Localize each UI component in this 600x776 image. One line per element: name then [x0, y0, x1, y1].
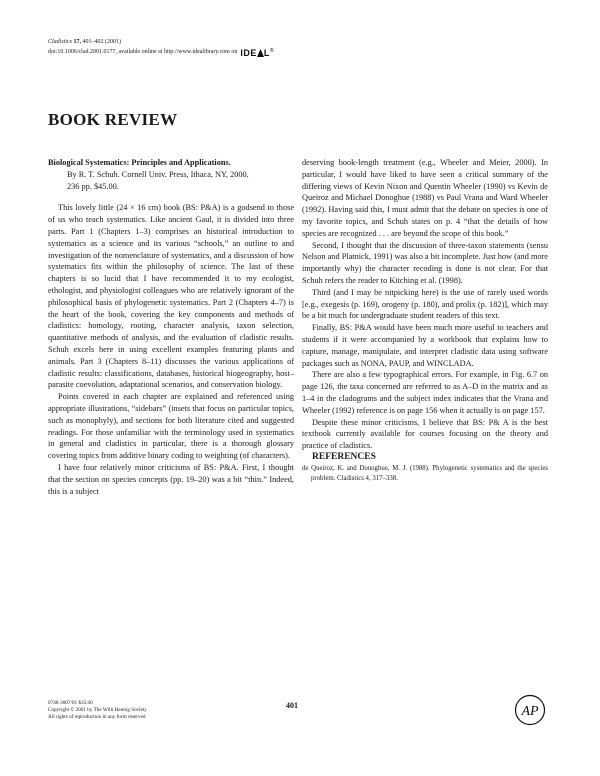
- journal-name: Cladistics: [48, 39, 73, 45]
- ideal-logo-icon: [240, 47, 274, 58]
- book-meta-line-2: 236 pp. $45.00.: [67, 181, 119, 191]
- left-column: [48, 157, 294, 497]
- paragraph: I have four relatively minor criticisms of BS: P&A. First, I thought that the section on species concepts (pp. 19–20) was a bit “thin.” Indeed, this is a subject: [48, 462, 294, 496]
- reference-item: de Queiroz, K. and Donoghue, M. J. (1988). Phylogenetic systematics and the species problem. Cladistics 4, 317–338.: [302, 464, 548, 482]
- journal-pages: 401–402 (2001): [82, 39, 122, 45]
- copyright-footer: [48, 700, 147, 722]
- right-column: [302, 157, 548, 484]
- section-title: BOOK REVIEW: [48, 110, 178, 129]
- paragraph: Despite these minor criticisms, I believe that BS: P& A is the best textbook currently available for courses focusing on the theory and practice of cladistics.: [302, 417, 548, 451]
- paragraph: deserving book-length treatment (e.g., Wheeler and Meier, 2000). In particular, I would have liked to have seen a critical summary of the differing views of Kevin Nixon and Quentin Wheeler (1990) vs Kevin de Queiroz and Michael Donoghue (1988) vs Paul Vrana and Ward Wheeler (1992). Having said this, I must admit that the debate on species is one of my favorite topics, and Schuh states on p. 4 “that the details of how species are recognized . . . are beyond the scope of this book.”: [302, 158, 548, 238]
- paragraph: Finally, BS: P&A would have been much more useful to teachers and students if it were accompanied by a workbook that explains how to capture, manage, manipulate, and interpret cladistic data using software packages such as NONA, PAUP, and WINCLADA.: [302, 323, 548, 368]
- journal-volume: 17,: [73, 39, 82, 45]
- rights-line: All rights of reproduction in any form reserved: [48, 714, 146, 721]
- ideal-logo-suffix: L: [263, 48, 270, 58]
- publisher-logo-text: AP: [521, 704, 539, 719]
- doi-line: doi:10.1006/clad.2001.0177, available online at http://www.idealibrary.com on: [48, 49, 238, 55]
- paragraph: Points covered in each chapter are explained and referenced using appropriate illustrations, “sidebars” (insets that focus on particular topics, such as monophyly), and sections for both literature cited and suggested readings. For those unfamiliar with the terminology used in systematics in general and cladistics in particular, there is a thorough glossary covering topics from additive binary coding to weighting (of characters).: [48, 392, 294, 461]
- copyright-line: Copyright © 2001 by The Willi Hennig Society: [48, 707, 147, 714]
- ideal-a-icon: [257, 49, 264, 57]
- academic-press-logo-icon: [514, 694, 546, 726]
- book-meta-line-1: By R. T. Schuh. Cornell Univ. Press, Ithaca, NY, 2000.: [67, 169, 249, 179]
- references-heading: REFERENCES: [312, 451, 376, 462]
- paragraph: Second, I thought that the discussion of three-taxon statements (sensu Nelson and Platnick, 1991) was also a bit incomplete. Just how (and more importantly why) the character recoding is done is not clear. For that Schuh refers the reader to Kitching et al. (1998).: [302, 240, 548, 285]
- book-title: Biological Systematics: Principles and Applications.: [48, 158, 231, 167]
- issn-line: 0748-3007/01 $35.00: [48, 700, 93, 706]
- ideal-logo-mark: ®: [269, 48, 275, 54]
- paragraph: This lovely little (24 × 16 cm) book (BS: P&A) is a godsend to those of us who teach systematics. Like ancient Gaul, it is divided into three parts. Part 1 (Chapters 1–3) comprises an historical introduction to systematics as a science and its various “schools,” an outline to and investigation of the nomenclature of systematics, and a discussion of how systematics fits within the philosophy of science. The last of these chapters is so lucid that I have recommended it to my ecologist, ethologist, and physiologist colleagues who are relatively ignorant of the philosophical basis of phylogenetic systematics. Part 2 (Chapters 4–7) is the heart of the book, covering the key components and methods of cladistics: homology, rooting, character analysis, taxon selection, quantitative methods of analysis, and the evaluation of cladistic results. Schuh excels here in using excellent examples featuring plants and animals. Part 3 (Chapters 8–11) discusses the various applications of cladistic results: classifications, databases, historical biogeography, host–parasite coevolution, adaptational scenarios, and conservation biology.: [48, 203, 294, 390]
- citation-line: [48, 38, 274, 47]
- running-header: [48, 38, 274, 58]
- paragraph: There are also a few typographical errors. For example, in Fig. 6.7 on page 126, the taxa concerned are referred to as A–D in the matrix and as 1–4 in the cladograms and the subject index indicates that the Vrana and Wheeler (1992) reference is on page 156 when it actually is on page 157.: [302, 370, 548, 415]
- page-number: 401: [286, 701, 298, 710]
- paragraph: Third (and I may be nitpicking here) is the use of rarely used words [e.g., exegesis (p. 169), orogeny (p. 180), and prolix (p. 182)], which may be a bit much for undergraduate student readers of this text.: [302, 287, 548, 321]
- doi-row: [48, 47, 274, 58]
- ideal-logo-text: IDE: [240, 48, 257, 58]
